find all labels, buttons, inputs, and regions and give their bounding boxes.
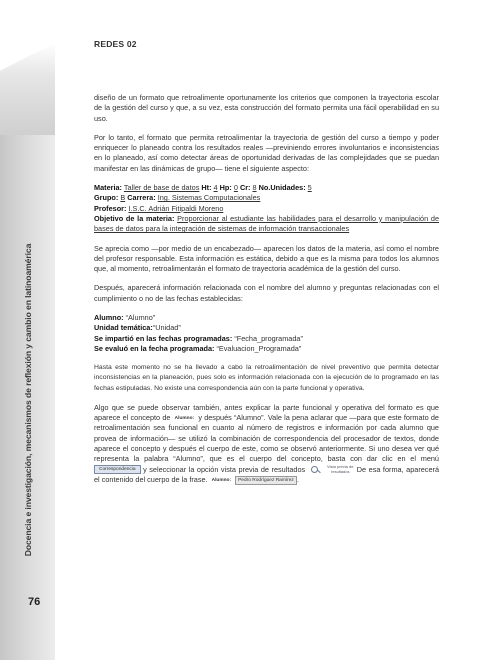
student-line-alumno: [94, 313, 439, 323]
cr-value: 8: [252, 183, 257, 193]
p6-text-4: De esa forma, aparecerá el contenido del cuerpo de la frase.: [94, 464, 439, 484]
profesor-value: I.S.C. Adrián Fitipaldi Moreno: [128, 203, 224, 213]
field-line-materia: [94, 183, 439, 193]
objetivo-label: Objetivo de la materia:: [94, 213, 175, 223]
correspondencia-menu-chip: Correspondencia: [94, 465, 141, 474]
course-header-fields: [94, 183, 439, 234]
imparti-value: “Fecha_programada”: [234, 333, 303, 343]
evaluo-label: Se evaluó en la fecha programada:: [94, 343, 215, 353]
p6-text-5: .: [296, 474, 299, 484]
page-number: 76: [28, 596, 41, 608]
alumno-label: Alumno:: [94, 313, 124, 323]
profesor-label: Profesor:: [94, 203, 127, 213]
carrera-value: Ing. Sistemas Computacionales: [157, 193, 261, 203]
p6-text-1: Algo que se puede observar también, antes explicar la parte funcional y operativa del formato es que aparece el concepto de: [94, 402, 439, 423]
field-line-objetivo: [94, 214, 439, 235]
paragraph-5: Hasta este momento no se ha llevado a cabo la retroalimentación de nivel preventivo que permita detectar inconsistencias en la planeación, pues solo es información relacionada con la ejecución de lo programado en las fechas estipuladas. No existe una correspondencia aún con la parte funcional y operativa.: [94, 364, 439, 392]
materia-value: Taller de base de datos: [123, 183, 200, 193]
alumno-value: “Alumno”: [125, 313, 156, 323]
student-line-imparti: [94, 334, 439, 344]
imparti-label: Se impartió en las fechas programadas:: [94, 333, 233, 343]
paragraph-6: [94, 403, 439, 485]
side-tab-band: [0, 43, 55, 135]
materia-label: Materia:: [94, 183, 122, 193]
field-line-profesor: [94, 204, 439, 214]
paragraph-1: diseño de un formato que retroalimente oportunamente los criterios que componen la trayectoria escolar de la gestión del curso y que, a su vez, esta construcción del formato permita una fácil operabilidad en su uso.: [94, 93, 439, 123]
student-fields: [94, 313, 439, 354]
ht-label: Ht:: [201, 183, 212, 193]
paragraph-2: Por lo tanto, el formato que permita retroalimentar la trayectoria de gestión del curso a tiempo y poder enriquecer lo planeado contra los resultados reales —previniendo errores involuntarios e inconsistencias en lo planeado, así como detectar áreas de oportunidad derivadas de las complejidades que se puedan manifestar en las dinámicas de grupo— tiene el siguiente aspecto:: [94, 132, 439, 173]
paragraph-4: Después, aparecerá información relacionada con el nombre del alumno y preguntas relacionadas con el cumplimiento o no de las fechas establecidas:: [94, 283, 439, 303]
grupo-value: B: [120, 193, 126, 203]
unidad-value: “Unidad”: [152, 323, 181, 333]
running-head: REDES 02: [94, 39, 137, 49]
body-text: [94, 93, 439, 494]
merge-field-value-chip: Pedro Rodríguez Ramírez: [235, 476, 297, 485]
side-tab: [0, 0, 55, 640]
grupo-label: Grupo:: [94, 193, 119, 203]
student-line-unidad: [94, 323, 439, 333]
hp-label: Hp:: [219, 183, 232, 193]
unidades-label: No.Unidades:: [258, 183, 306, 193]
magnifier-icon: [310, 465, 322, 475]
ht-value: 4: [213, 183, 218, 193]
paragraph-3: Se aprecia como —por medio de un encabezado— aparecen los datos de la materia, así como el nombre del profesor responsable. Esta información es estática, debido a que es la misma para todos los alumnos que, al momento, retroalimentarán el formato de trayectoria académica de la gestión del curso.: [94, 243, 439, 274]
vertical-title: Docencia e investigación, mecanismos de reflexión y cambio en latinoamérica: [23, 243, 33, 557]
merge-field-alumno-chip: Alumno:: [174, 415, 195, 421]
carrera-label: Carrera:: [127, 193, 156, 203]
field-line-grupo: [94, 193, 439, 203]
unidad-label: Unidad temática:: [94, 323, 153, 333]
evaluo-value: “Evaluacion_Programada”: [216, 343, 302, 353]
merge-field-alumno-chip-2: Alumno:: [211, 477, 232, 483]
vista-previa-caption: Vista previa de resultados: [327, 464, 354, 474]
unidades-value: 5: [307, 183, 312, 193]
student-line-evaluo: [94, 344, 439, 354]
p6-text-3: y seleccionar la opción vista previa de resultados: [143, 464, 306, 474]
cr-label: Cr:: [239, 183, 251, 193]
hp-value: 0: [233, 183, 238, 193]
p6-text-2: y después “Alumno”. Vale la pena aclarar que —para que este formato de retroalimentación sea funcional en cuanto al número de registros e información por cada alumno que provea de información— se utilizó la combinación de correspondencia del procesador de textos, donde aparece el concepto y después el cuerpo de este, como se observó anteriormente. Si uno desea ver qué representa la palabra “Alumno”, que es el cuerpo del concepto, basta con dar clic en el menú: [94, 413, 439, 464]
objetivo-value: Proporcionar al estudiante las habilidades para el desarrollo y manipulación de bases de datos para la integración de sistemas de información transaccionales: [94, 213, 440, 234]
